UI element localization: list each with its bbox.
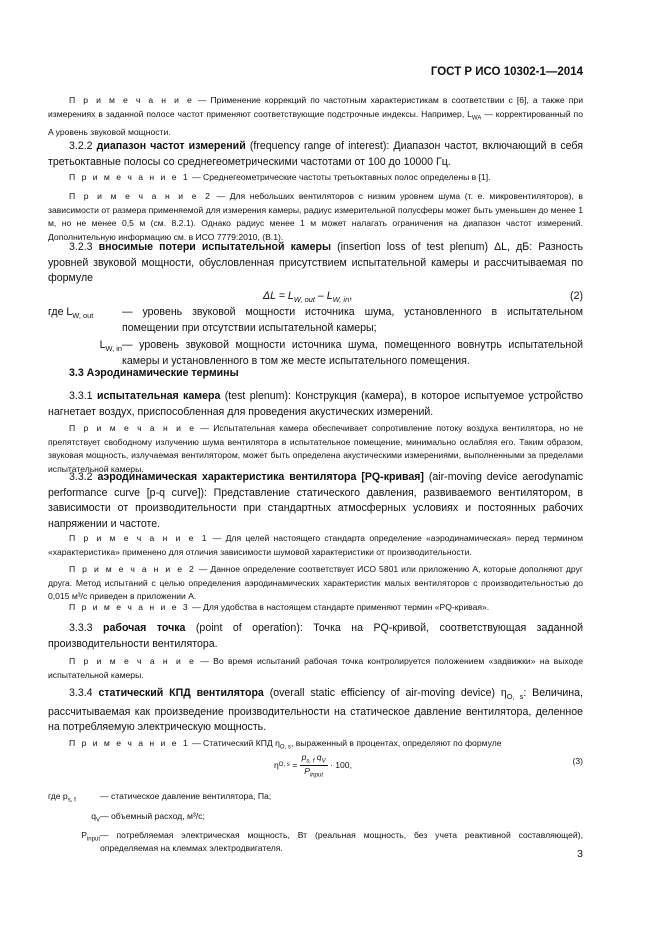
note-label: П р и м е ч а н и е — [69, 95, 194, 105]
formula-3: η O, s = $p_{s, f}$ $q_V$ $P_{input}$ · 100, — [274, 752, 352, 779]
fraction: $p_{s, f}$ $q_V$ $P_{input}$ — [301, 752, 326, 779]
note-3-3-1: П р и м е ч а н и е — Испытательная камера обеспечивает сопротивление потоку воздуха вентилятора, но не препятствует свободному излучению шума вентилятора в испытательное помещение, минимально ослабляя его. Таким образом, звуковая мощность, излучаемая вентилятором, может быть определена акустическими измерениями, выполненными за пределами испытательной камеры. — [48, 423, 583, 474]
section-3-3-2: 3.3.2 аэродинамическая характеристика вентилятора [PQ-кривая] (air-moving device aerodynamic performance curve [p-q curve]): Представление статического давления, развиваемого вентилятором, в зависимости от производительности при стандартных атмосферных условиях и постоянных рабочих напряжении и частоте. — [48, 471, 583, 530]
where-item: $P_{input}$ — потребляемая электрическая мощность, Вт (реальная мощность, без учета реактивной составляющей), определяемая на клеммах электродвигателя. — [81, 830, 583, 854]
formula-2: $\Delta L = L_{W, out} - L_{W, in}$, — [263, 290, 353, 305]
section-3-2-2: 3.2.2 диапазон частот измерений (frequency range of interest): Диапазон частот, включающий в себя третьоктавные полосы со среднегеометрическими частотами от 100 до 10000 Гц. — [48, 140, 583, 168]
section-3-3-3: 3.3.3 рабочая точка (point of operation): Точка на PQ-кривой, соответствующая заданной производительности вентилятора. — [48, 622, 584, 650]
document-header: ГОСТ Р ИСО 10302-1—2014 — [430, 66, 583, 78]
formula-2-number: (2) — [570, 290, 583, 302]
where-list-3 — [48, 790, 583, 855]
section-3-3-title: 3.3 Аэродинамические термины — [69, 367, 239, 379]
note-3-3-3: П р и м е ч а н и е — Во время испытаний рабочая точка контролируется положением «задвижки» на выходе испытательной камеры. — [48, 656, 584, 680]
section-3-3-1: 3.3.1 испытательная камера (test plenum): Конструкция (камера), в которое испытуемое устройство нагнетает воздух, приспособленная для проведения акустических измерений. — [48, 390, 583, 418]
where-list-2 — [48, 305, 583, 369]
formula-3-number: (3) — [572, 756, 583, 766]
note-corrections: П р и м е ч а н и е — Применение коррекций по частотным характеристикам в соответствии с [6], а также при измерениях в заданной полосе частот применяют соответствующие подстрочные индексы. Например, $L_{WA}$ — корректированный по A уровень звуковой мощности. — [48, 95, 583, 137]
note-3-3-2-1: П р и м е ч а н и е 1 — Для целей настоящего стандарта определение «аэродинамическая» перед термином «характеристика» применено для отличия зависимости шумовой характеристики от производительности. — [48, 533, 583, 557]
section-3-3-4: 3.3.4 статический КПД вентилятора (overall static efficiency of air-moving device) $\eta_{O, s}$: Величина, рассчитываемая как произведение производительности на статическое давление вентилятора, деленное на потребляемую электрическую мощность. — [48, 687, 583, 734]
term: диапазон частот измерений — [96, 140, 246, 152]
where-item: $L_{W, in}$ — уровень звуковой мощности источника шума, помещенного вовнутрь испытательной камеры и установленного в том же месте испытательного помещения. — [99, 339, 583, 367]
note-3-3-2-3: П р и м е ч а н и е 3 — Для удобства в настоящем стандарте применяют термин «PQ-кривая». — [69, 602, 490, 612]
note-3-2-2-1: П р и м е ч а н и е 1 — Среднегеометрические частоты третьоктавных полос определены в [1]. — [69, 172, 491, 182]
note-3-3-2-2: П р и м е ч а н и е 2 — Данное определение соответствует ИСО 5801 или приложению А, которые дополняют друг друга. Метод испытаний с целью определения аэродинамических характеристик малых вентиляторов с производительностью до 0,015 м³/с приведен в приложении А. — [48, 564, 584, 602]
where-item: где $L_{W, out}$ — уровень звуковой мощности источника шума, установленного в испытательном помещении при отсутствии испытательной камеры; — [48, 306, 583, 334]
page-number: 3 — [577, 848, 583, 860]
note-3-2-2-2: П р и м е ч а н и е 2 — Для небольших вентиляторов с низким уровнем шума (т. е. микровентиляторов), в зависимости от размера применяемой для измерения камеры, радиус измерительной полусферы может быть уменьшен до менее 1 м, но не менее 0,5 м (см. 8.2.1). Однако радиус менее 1 м может налагать ограничения на диапазон частот измерений. Дополнительную информацию см. в ИСО 7779:2010, (В.1). — [48, 191, 583, 242]
where-item: $q_V$ — объемный расход, м³/с; — [91, 810, 205, 824]
section-3-2-3: 3.2.3 вносимые потери испытательной камеры (insertion loss of test plenum) ΔL, дБ: Разность уровней звуковой мощности, обусловленная присутствием испытательной камеры и рассчитываемая по формуле — [48, 241, 583, 285]
note-3-3-4-1: П р и м е ч а н и е 1 — Статический КПД $\eta_{O, s}$, выраженный в процентах, определяют по формуле — [69, 738, 502, 751]
where-item: где $p_{s, f}$ — статическое давление вентилятора, Па; — [48, 791, 272, 804]
